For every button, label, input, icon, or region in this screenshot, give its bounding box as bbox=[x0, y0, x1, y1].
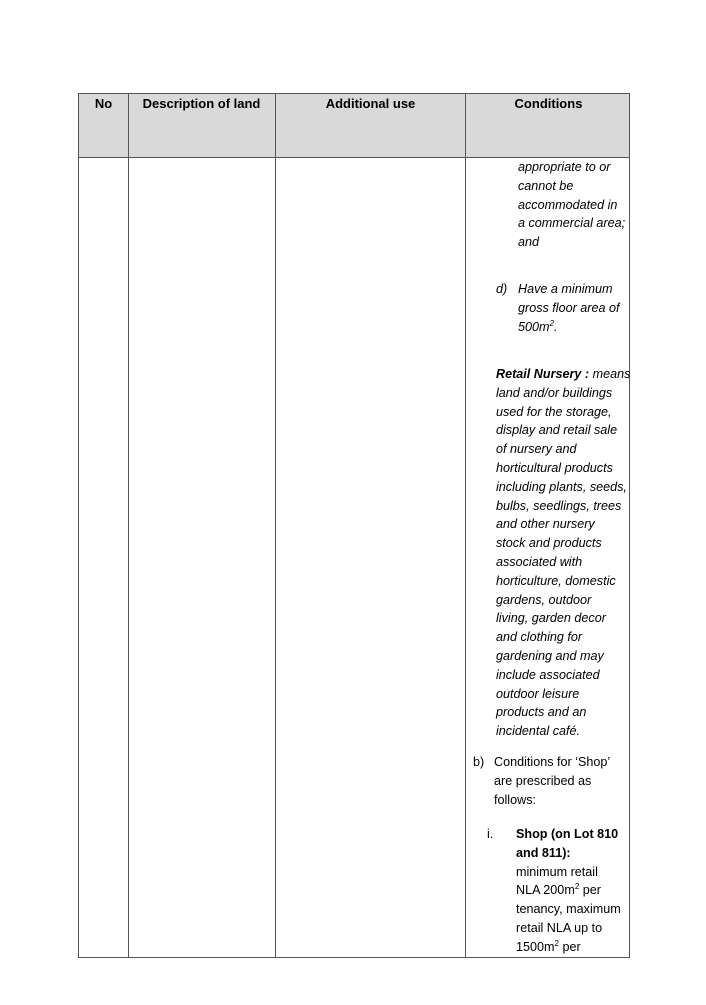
column-divider bbox=[128, 94, 129, 957]
header-description: Description of land bbox=[142, 96, 261, 111]
item-b-text: Conditions for ‘Shop’ are prescribed as follows: bbox=[494, 755, 611, 807]
item-i-label: i. bbox=[487, 827, 494, 841]
retail-nursery-definition: Retail Nursery : means land and/or buildings used for the storage, display and retail sale of nursery and horticultural products including plants, seeds, bulbs, seedlings, trees and other nursery stock and products associated with horticulture, domestic gardens, outdoor living, garden decor and clothing for gardening and may include associated outdoor leisure products and an incidental café. bbox=[496, 367, 631, 739]
header-conditions: Conditions bbox=[514, 96, 583, 111]
item-i-text: Shop (on Lot 810 and 811): minimum retail NLA $200m^2$ per tenancy, maximum retail NLA up to $1500m^2$ per bbox=[516, 827, 621, 954]
item-b-label: b) bbox=[473, 755, 485, 769]
table-header-row bbox=[79, 94, 629, 158]
item-d-label: d) bbox=[496, 282, 508, 296]
header-no: No bbox=[94, 96, 113, 111]
header-additional-use: Additional use bbox=[325, 96, 416, 111]
column-divider bbox=[275, 94, 276, 957]
retail-nursery-term: Retail Nursery : bbox=[496, 367, 590, 381]
zoning-table bbox=[78, 93, 630, 958]
item-d-text: Have a minimum gross floor area of $500m^2$. bbox=[518, 282, 620, 334]
column-divider bbox=[465, 94, 466, 957]
continued-text: appropriate to or cannot be accommodated in a commercial area; and bbox=[518, 160, 626, 250]
